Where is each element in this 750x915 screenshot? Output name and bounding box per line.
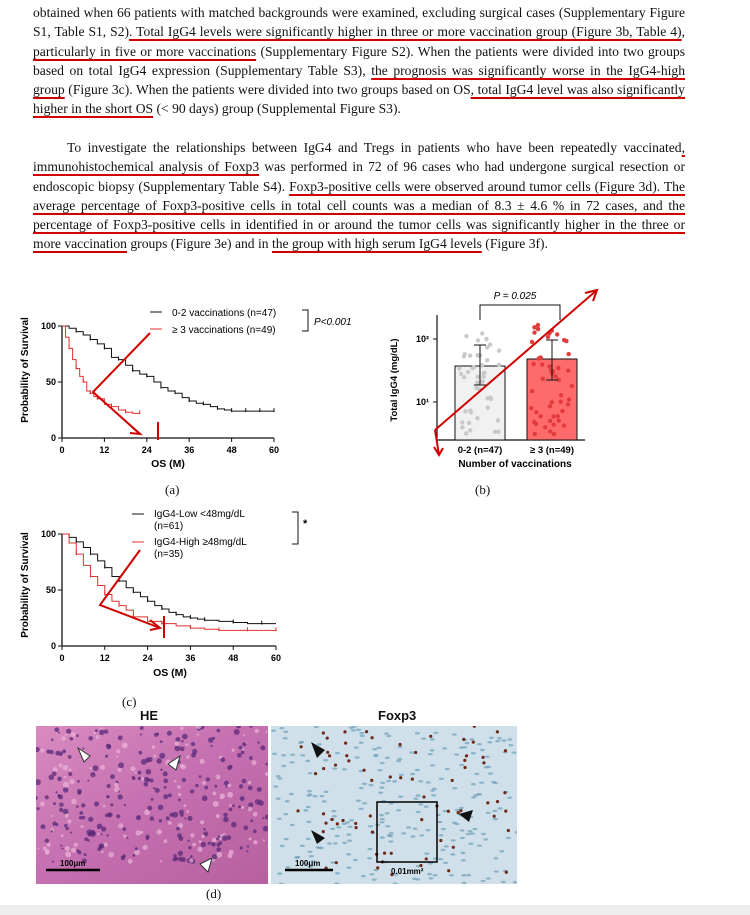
figure-d-scale-left: 100μm <box>60 859 86 868</box>
data-point <box>562 338 566 342</box>
data-point <box>468 409 472 413</box>
data-point <box>481 375 485 379</box>
data-point <box>552 432 556 436</box>
figure-b-cat-2: ≥ 3 (n=49) <box>529 445 575 456</box>
text-segment: was performed in 72 of 96 cases who had undergone surgical resection or endoscopic biopsy (Supplementary Table S4). <box>33 159 685 194</box>
data-point <box>566 402 570 406</box>
data-point <box>550 400 554 404</box>
data-point <box>480 379 484 383</box>
underlined-text-segment: the group with high serum IgG4 levels <box>271 236 482 252</box>
data-point <box>559 393 563 397</box>
figure-b-ylabel: Total IgG4 (mg/dL) <box>389 338 400 422</box>
x-tick-label: 48 <box>228 653 239 663</box>
data-point <box>540 362 544 366</box>
text-segment: groups (Figure 3e) and in <box>126 236 272 252</box>
figure-c-ylabel: Probability of Survival <box>20 532 31 638</box>
figure-c-xlabel: OS (M) <box>153 667 187 679</box>
text-segment: obtained when 66 patients with matched backgrounds were examined, excluding surgical cases (Supplementary Figure S1, Table S1, S2) <box>33 5 685 40</box>
data-point <box>475 416 479 420</box>
underlined-text-segment: particularly in five or more vaccinations <box>33 43 257 59</box>
data-point <box>459 372 463 376</box>
figure-d-title-foxp3: Foxp3 <box>378 708 417 723</box>
data-point <box>555 332 559 336</box>
y-tick-label: 0 <box>50 433 56 443</box>
y-tick-label: 50 <box>45 377 56 387</box>
figure-b-xlabel: Number of vaccinations <box>458 459 572 470</box>
data-point <box>488 343 492 347</box>
data-point <box>466 370 470 374</box>
data-point <box>541 377 545 381</box>
data-point <box>533 432 537 436</box>
text-segment: (Figure 3f). <box>481 236 548 252</box>
data-point <box>530 389 534 393</box>
figure-a-km-vaccinations <box>10 290 370 480</box>
data-point <box>536 323 540 327</box>
data-point <box>534 410 538 414</box>
data-point <box>480 331 484 335</box>
data-point <box>476 338 480 342</box>
x-tick-label: 48 <box>226 445 237 455</box>
data-point <box>570 384 574 388</box>
data-point <box>566 352 570 356</box>
data-point <box>547 364 551 368</box>
data-point <box>532 330 536 334</box>
text-segment: (< 90 days) group (Supplemental Figure S3). <box>153 101 401 117</box>
data-point <box>555 414 559 418</box>
x-tick-label: 36 <box>184 445 195 455</box>
underlined-text-segment: , total IgG4 level was also significantly higher in the short OS <box>33 82 685 117</box>
x-tick-label: 24 <box>142 653 153 663</box>
underlined-text-segment: , immunohistochemical analysis of Foxp3 <box>33 140 685 175</box>
y-tick-label: 0 <box>50 641 56 651</box>
data-point <box>560 409 564 413</box>
data-point <box>486 405 490 409</box>
figure-a-caption: (a) <box>165 482 180 497</box>
data-point <box>566 369 570 373</box>
data-point <box>543 425 547 429</box>
data-point <box>557 418 561 422</box>
figure-a-ylabel: Probability of Survival <box>20 317 31 423</box>
data-point <box>474 386 478 390</box>
figure-b-pvalue: P = 0.025 <box>493 291 537 302</box>
data-point <box>497 348 501 352</box>
data-point <box>534 422 538 426</box>
figure-a-legend <box>150 308 352 336</box>
x-tick-label: 24 <box>141 445 152 455</box>
data-point <box>538 414 542 418</box>
figure-d-scale-right: 100μm <box>295 859 321 868</box>
data-point <box>553 374 557 378</box>
data-point <box>531 362 535 366</box>
data-point <box>463 409 467 413</box>
figure-a-legend-item-1: 0-2 vaccinations (n=47) <box>172 308 277 319</box>
figure-b-ytick-10: 10¹ <box>415 397 429 407</box>
figure-b-bar-igg4 <box>385 285 620 485</box>
text-segment: (Figure 3c). When the patients were divided into two groups based on OS <box>64 82 471 98</box>
data-point <box>484 337 488 341</box>
data-point <box>556 366 560 370</box>
figure-c-caption: (c) <box>122 694 137 709</box>
figure-b-cat-1: 0-2 (n=47) <box>457 445 503 456</box>
text-segment: (Supplementary Figure S2). When the patients were divided into two groups based on total IgG4 expression (Supplementary Table S3), <box>33 43 685 78</box>
figure-d-box-label: 0.01mm² <box>391 867 424 876</box>
figure-b-ytick-100: 10² <box>415 334 429 344</box>
data-point <box>482 371 486 375</box>
paragraph-foxp3 <box>33 138 685 254</box>
data-point <box>460 425 464 429</box>
data-point <box>558 400 562 404</box>
figure-a-pvalue: P<0.001 <box>314 317 352 328</box>
figure-c-legend <box>132 509 308 560</box>
data-point <box>464 334 468 338</box>
km-series-1 <box>62 326 274 411</box>
y-tick-label: 100 <box>40 529 56 539</box>
data-point <box>476 374 480 378</box>
x-tick-label: 36 <box>185 653 196 663</box>
underlined-text-segment: . Total IgG4 levels were significantly higher in three or more vaccination group (Figure 3b, Table 4) <box>129 24 682 40</box>
data-point <box>462 375 466 379</box>
figure-c-legend-2a: IgG4-High ≥48mg/dL <box>154 537 247 548</box>
x-tick-label: 0 <box>59 445 65 455</box>
figure-c-legend-2b: (n=35) <box>154 549 184 560</box>
data-point <box>548 404 552 408</box>
x-tick-label: 12 <box>99 653 110 663</box>
data-point <box>470 366 474 370</box>
x-tick-label: 60 <box>270 653 282 663</box>
underlined-text-segment: the prognosis was significantly worse in the IgG4-high group <box>33 62 686 98</box>
data-point <box>468 428 472 432</box>
page-bottom-edge <box>0 905 750 915</box>
figure-c-significance: * <box>303 518 308 530</box>
figure-a-red-annotation <box>93 333 158 440</box>
data-point <box>529 406 533 410</box>
paragraph-results <box>33 3 685 119</box>
y-tick-label: 50 <box>45 585 56 595</box>
underlined-text-segment: Foxp3-positive cells were observed around tumor cells (Figure 3d). The average percentage of Foxp3-positive cells in total cell counts was a median of 8.3 ± 4.6 % in 72 cases, and the percentage of Foxp3-positive cells in identified in or around the tumor cells was significantly higher in the three or more vaccination <box>33 178 685 252</box>
x-tick-label: 12 <box>99 445 110 455</box>
y-tick-label: 100 <box>40 321 56 331</box>
data-point <box>537 356 541 360</box>
data-point <box>567 397 571 401</box>
data-point <box>468 353 472 357</box>
data-point <box>497 363 501 367</box>
text-segment: To investigate the relationships between IgG4 and Tregs in patients who have been repeatedly vaccinated <box>67 140 682 155</box>
data-point <box>496 418 500 422</box>
data-point <box>457 366 461 370</box>
data-point <box>464 431 468 435</box>
data-point <box>493 430 497 434</box>
data-point <box>475 380 479 384</box>
x-tick-label: 0 <box>59 653 65 663</box>
data-point <box>551 414 555 418</box>
x-tick-label: 60 <box>268 445 280 455</box>
data-point <box>460 420 464 424</box>
figure-a-xlabel: OS (M) <box>151 458 185 470</box>
figure-b-caption: (b) <box>475 482 491 497</box>
figure-c-legend-1a: IgG4-Low <48mg/dL <box>154 509 245 520</box>
data-point <box>488 395 492 399</box>
text-segment: , <box>681 24 685 40</box>
figure-d-foxp3-image <box>271 726 517 884</box>
data-point <box>548 419 552 423</box>
figure-c-km-igg4 <box>10 500 370 690</box>
figure-d-caption: (d) <box>206 886 222 901</box>
data-point <box>485 358 489 362</box>
figure-d-title-he: HE <box>140 708 159 723</box>
figure-c-legend-1b: (n=61) <box>154 521 184 532</box>
data-point <box>551 422 555 426</box>
data-point <box>562 423 566 427</box>
figure-d-he-image <box>36 726 268 884</box>
data-point <box>467 421 471 425</box>
figure-a-legend-item-2: ≥ 3 vaccinations (n=49) <box>172 325 276 336</box>
data-point <box>548 429 552 433</box>
data-point <box>463 352 467 356</box>
